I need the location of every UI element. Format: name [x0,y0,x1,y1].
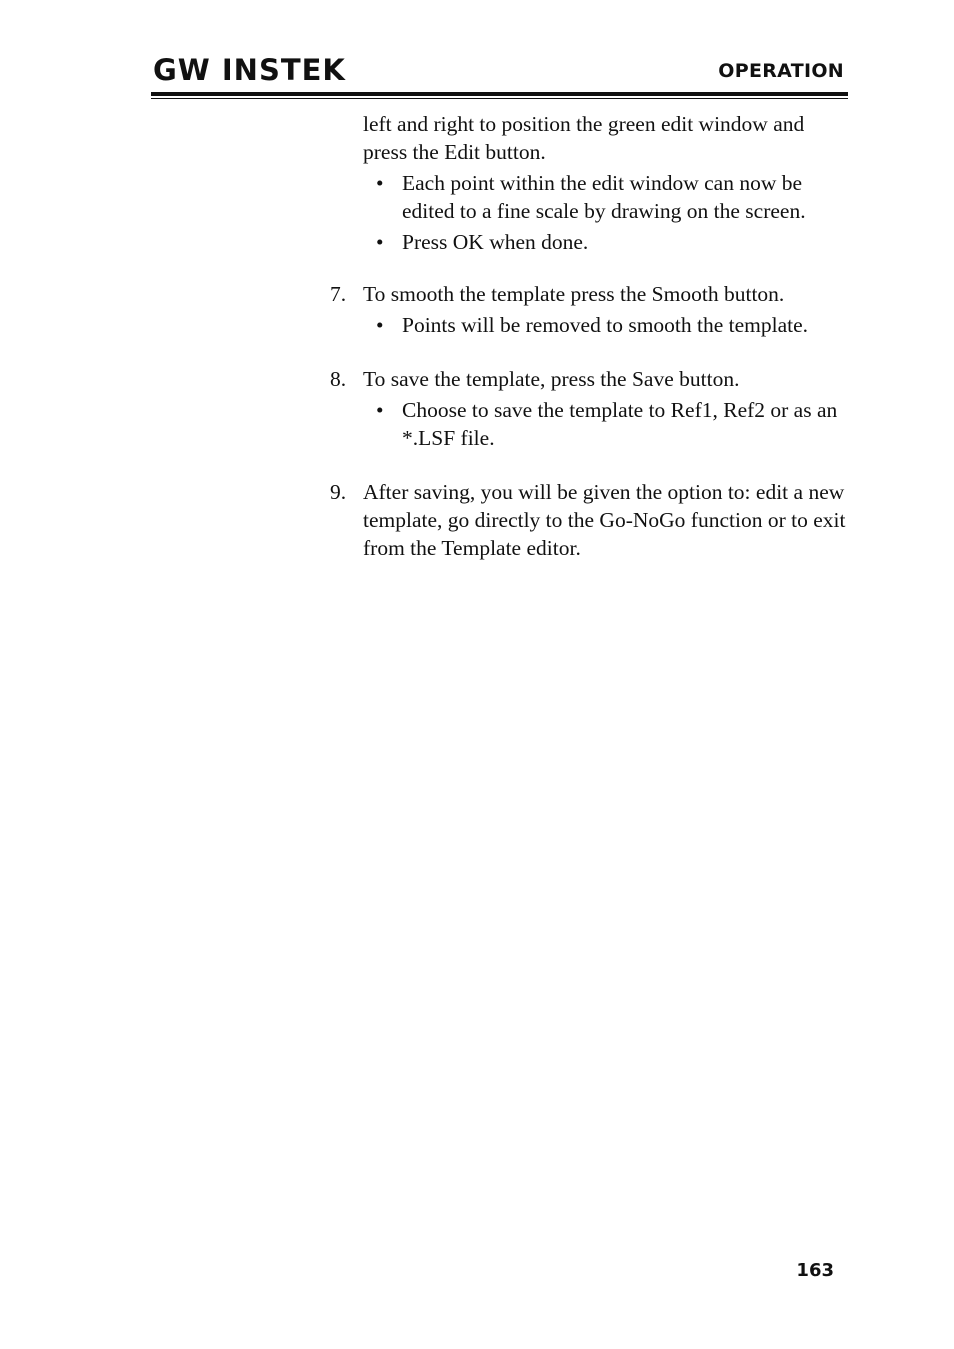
intro-bullets [330,169,850,256]
bullet-item: • Press OK when done. [402,228,850,256]
step-9 [330,478,850,562]
page-number: 163 [796,1260,834,1281]
step-8-bullets [330,396,850,452]
bullet-item: • Points will be removed to smooth the template. [402,311,850,339]
step-text: To smooth the template press the Smooth button. [363,282,785,306]
gw-instek-logo [153,53,346,87]
step-number: 8. [330,367,347,391]
gw-instek-logo-mark [153,53,346,87]
step-number: 9. [330,480,347,504]
step-7-bullets [330,311,850,339]
step-text: To save the template, press the Save button. [363,367,740,391]
step-number: 7. [330,282,347,306]
intro-paragraph: left and right to position the green edit window and press the Edit button. [363,112,805,164]
bullet-item: • Each point within the edit window can now be edited to a fine scale by drawing on the screen. [402,169,850,225]
header-rule [151,92,848,96]
step-8 [330,365,850,393]
bullet-item: • Choose to save the template to Ref1, Ref2 or as an *.LSF file. [402,396,850,452]
step-7 [330,280,850,308]
svg-text:GW INSTEK: GW INSTEK [153,53,346,87]
header-rule-thin [151,98,848,99]
step-text: After saving, you will be given the option to: edit a new template, go directly to the Go-NoGo function or to exit from the Template editor. [363,480,846,560]
page-content [330,110,850,562]
section-label: OPERATION [718,60,844,82]
